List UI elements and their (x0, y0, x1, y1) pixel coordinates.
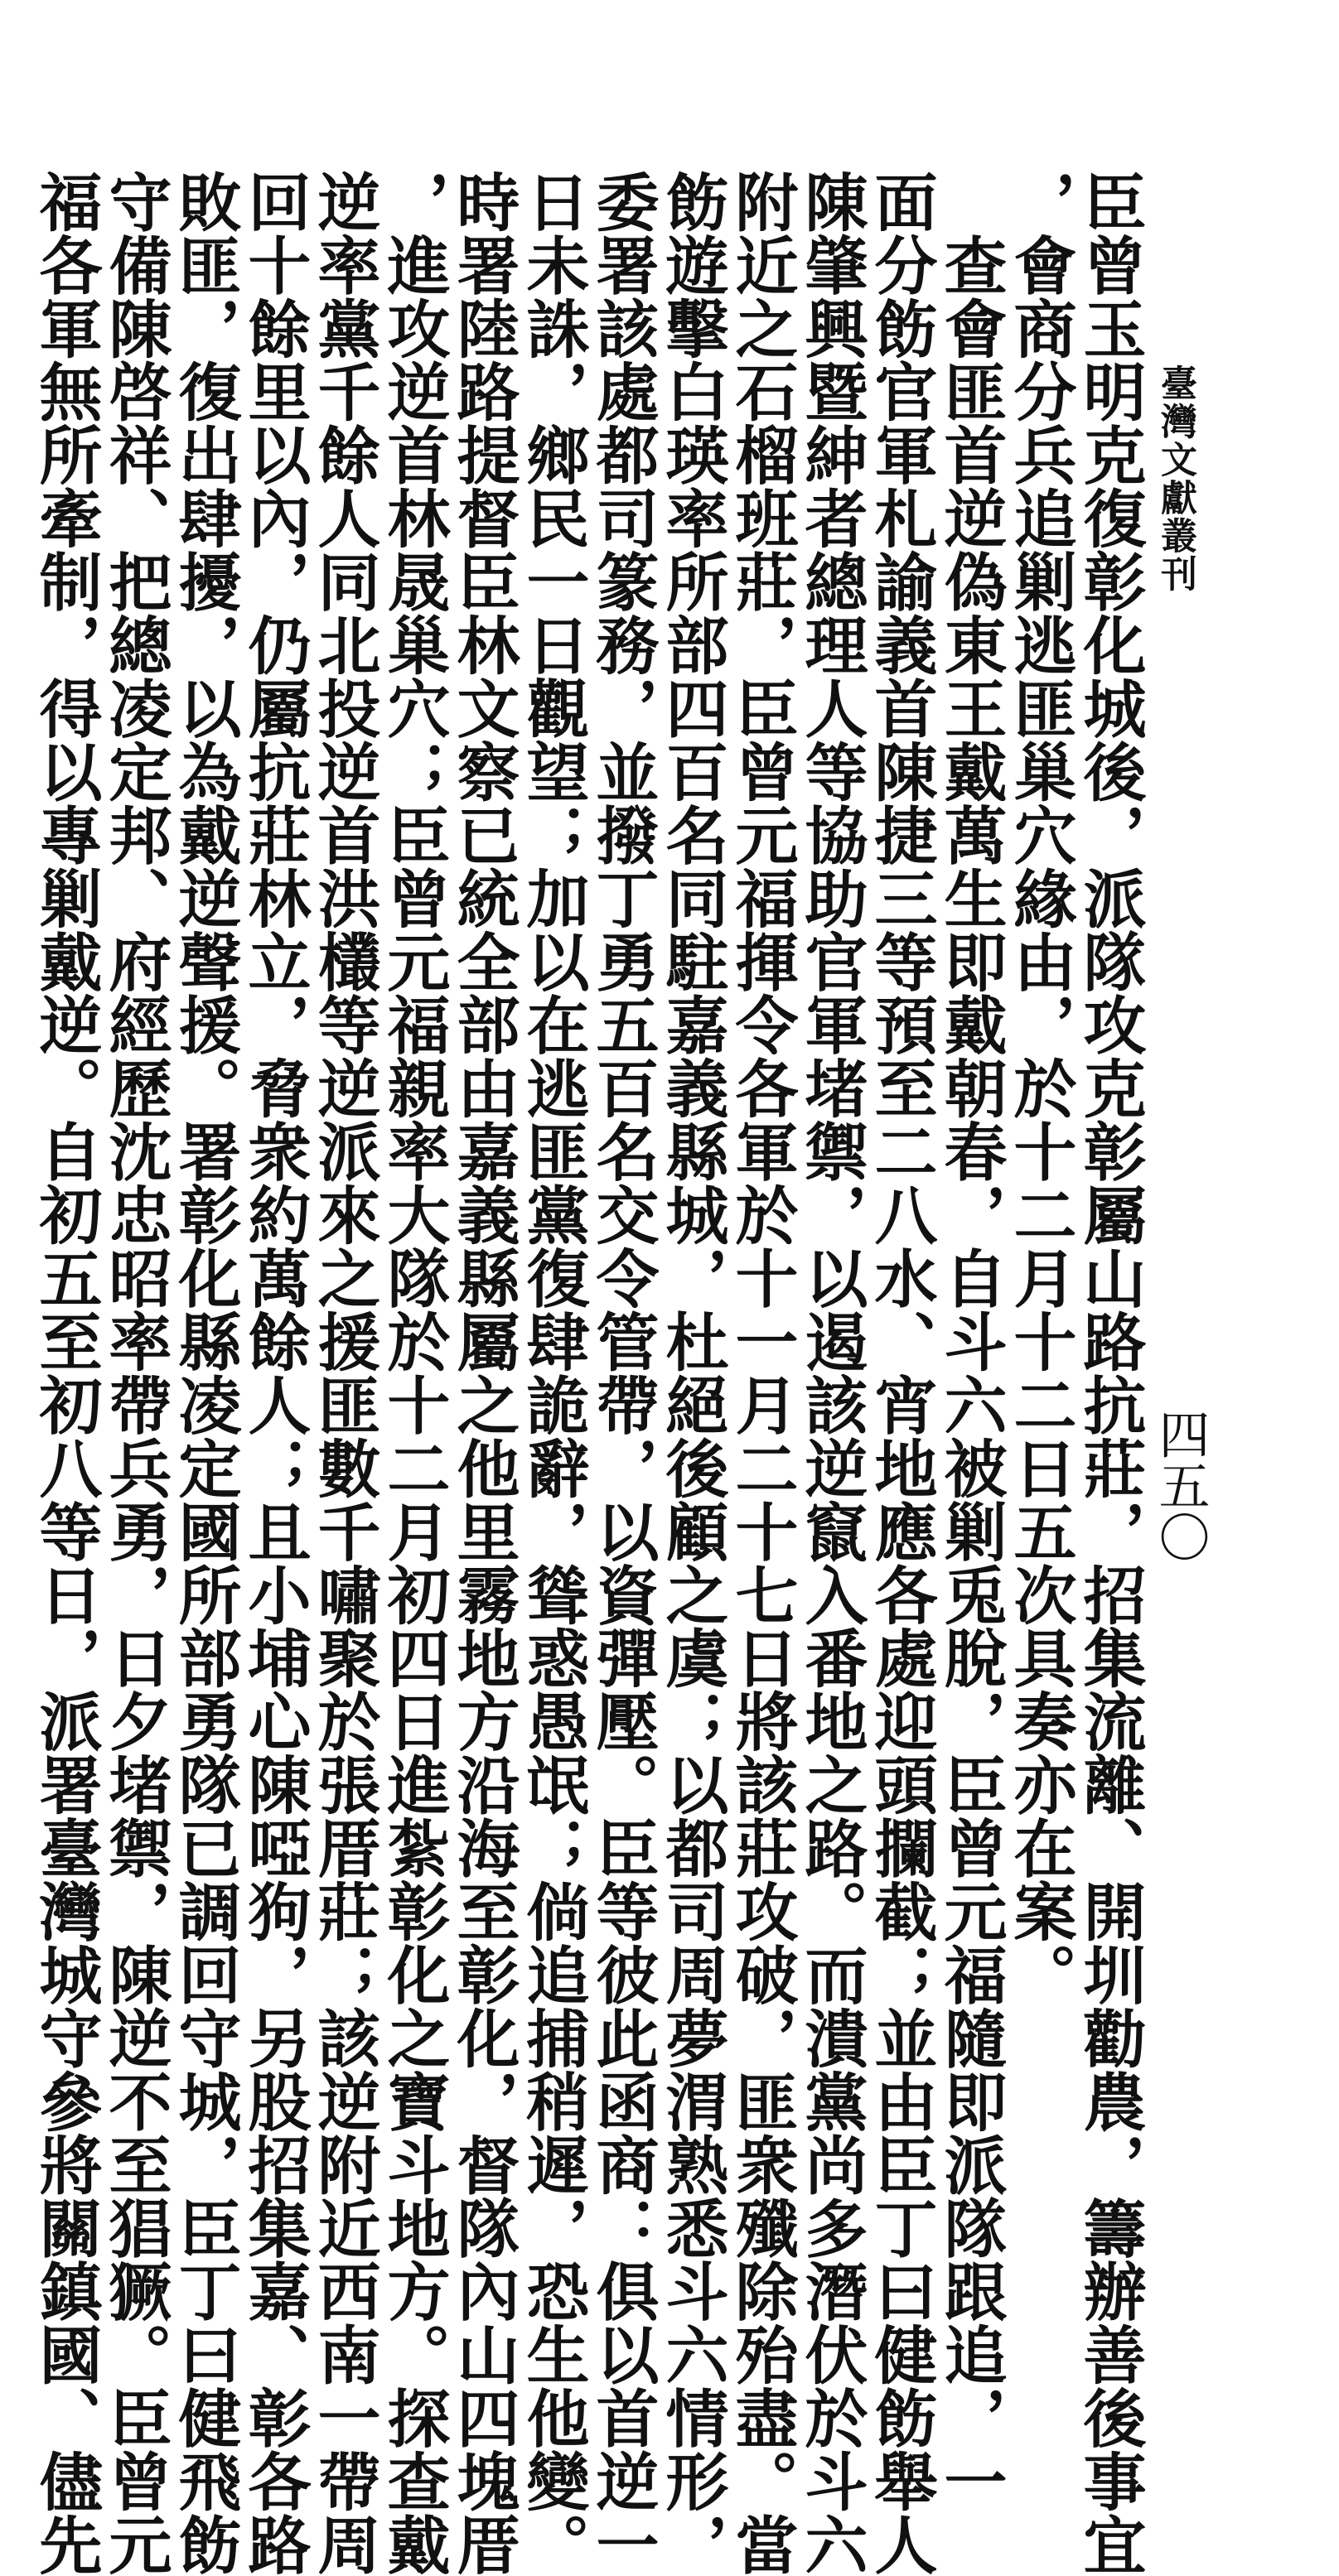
text-column: 回十餘里以內，仍屬抗莊林立，脅衆約萬餘人；且小埔心陳啞狗，另股招集嘉、彰各路 (238, 170, 312, 2576)
book-series-title: 臺灣文獻叢刊 (1154, 364, 1196, 593)
text-column: 逆率黨千餘人同北投逆首洪欉等逆派來之援匪數千嘯聚於張厝莊；該逆附近西南一帶周 (307, 170, 381, 2576)
text-column: 福各軍無所牽制，得以專剿戴逆。自初五至初八等日，派署臺灣城守參將關鎮國、儘先 (29, 170, 103, 2576)
page-number: 四五〇 (1150, 1408, 1211, 1562)
main-text (29, 170, 1147, 2576)
text-column: 守備陳啓祥、把總凌定邦、府經歷沈忠昭率帶兵勇，日夕堵禦，陳逆不至猖獗。臣曾元 (99, 170, 172, 2576)
text-column: 陳肇興暨紳者總理人等協助官軍堵禦，以遏該逆竄入番地之路。而潰黨尚多潛伏於斗六 (795, 170, 868, 2576)
text-column: 臣曾玉明克復彰化城後，派隊攻克彰屬山路抗莊，招集流離、開圳勸農，籌辦善後事宜 (1073, 170, 1147, 2576)
text-column: 面分飭官軍札諭義首陳捷三等預至二八水、宵地應各處迎頭攔截；並由臣丁曰健飭舉人 (864, 170, 938, 2576)
text-column: ，會商分兵追剿逃匪巢穴緣由，於十二月十二日五次具奏亦在案。 (1003, 170, 1077, 2007)
text-column: 日未誅，鄉民一日觀望；加以在逃匪黨復肆詭辭，聳惑愚氓；倘追捕稍遲，恐生他變。 (516, 170, 590, 2576)
text-column: 時署陸路提督臣林文察已統全部由嘉義縣屬之他里霧地方沿海至彰化，督隊內山四塊厝 (447, 170, 520, 2576)
text-column: ，進攻逆首林晟巢穴；臣曾元福親率大隊於十二月初四日進紮彰化之寶斗地方。探查戴 (377, 170, 451, 2576)
text-column: 敗匪，復出肆擾，以為戴逆聲援。署彰化縣凌定國所部勇隊已調回守城，臣丁曰健飛飭 (168, 170, 242, 2576)
text-column: 委署該處都司篆務，並撥丁勇五百名交令管帶，以資彈壓。臣等彼此函商：俱以首逆一 (586, 170, 660, 2576)
text-column: 附近之石榴班莊，臣曾元福揮令各軍於十一月二十七日將該莊攻破，匪衆殲除殆盡。當 (725, 170, 799, 2576)
text-column: 查會匪首逆偽東王戴萬生即戴朝春，自斗六被剿兎脫，臣曾元福隨即派隊跟追，一 (934, 170, 1008, 2513)
text-column: 飭遊擊白瑛率所部四百名同駐嘉義縣城，杜絕後顧之虞；以都司周夢渭熟悉斗六情形， (655, 170, 729, 2576)
